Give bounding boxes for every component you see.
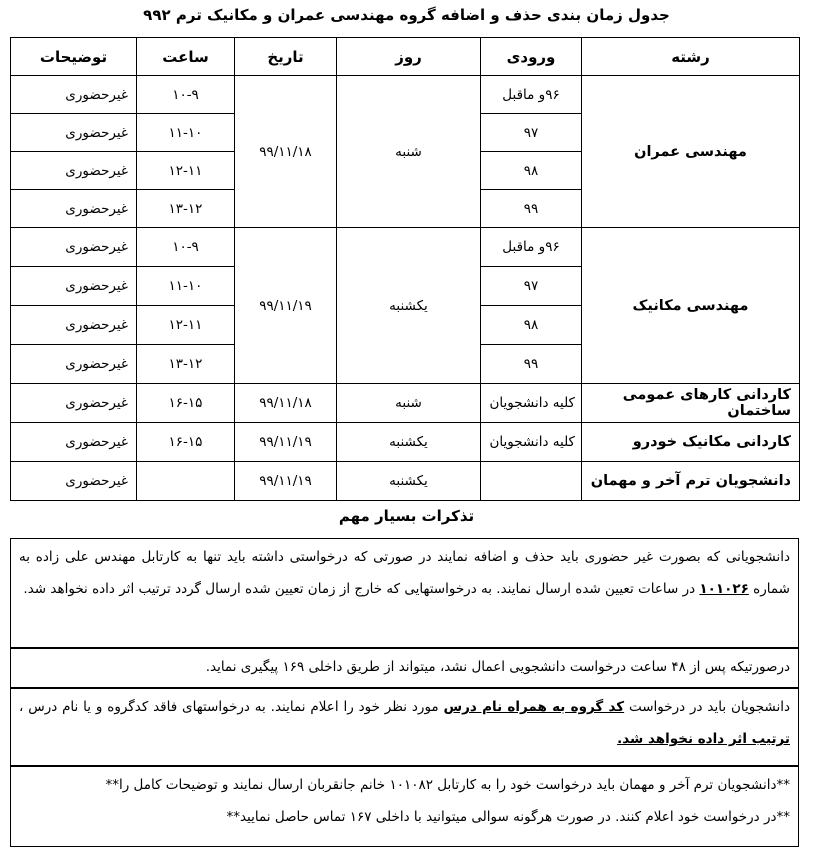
time-cell: ۱۳-۱۲ xyxy=(137,345,235,384)
entry-cell: ۹۹ xyxy=(481,345,582,384)
date-cell: ۹۹/۱۱/۱۸ xyxy=(235,384,337,423)
entry-cell: ۹۸ xyxy=(481,306,582,345)
time-cell: ۱۳-۱۲ xyxy=(137,190,235,228)
table-row xyxy=(11,76,800,114)
major-cell: مهندسی مکانیک xyxy=(582,228,800,384)
cartable-number: ۱۰۱۰۲۶ xyxy=(699,581,749,597)
note-cell: غیرحضوری xyxy=(11,345,137,384)
note-cell: غیرحضوری xyxy=(11,76,137,114)
header-notes: توضیحات xyxy=(11,38,137,76)
time-cell: ۱۰-۹ xyxy=(137,76,235,114)
note-box xyxy=(10,538,799,648)
schedule-table xyxy=(10,37,800,501)
note-line: **دانشجویان ترم آخر و مهمان باید درخواست خود را به کارتابل ۱۰۱۰۸۲ خانم جانقربان ارسال نمایند و توضیحات کامل را** xyxy=(105,777,790,793)
note-box xyxy=(10,648,799,688)
time-cell: ۱۶-۱۵ xyxy=(137,384,235,423)
note-cell: غیرحضوری xyxy=(11,267,137,306)
header-day: روز xyxy=(337,38,481,76)
major-cell: کاردانی مکانیک خودرو xyxy=(582,423,800,462)
note-cell: غیرحضوری xyxy=(11,190,137,228)
table-row xyxy=(11,384,800,423)
date-cell: ۹۹/۱۱/۱۹ xyxy=(235,462,337,501)
time-cell xyxy=(137,462,235,501)
note-box xyxy=(10,766,799,847)
time-cell: ۱۱-۱۰ xyxy=(137,267,235,306)
note-cell: غیرحضوری xyxy=(11,152,137,190)
note-cell: غیرحضوری xyxy=(11,384,137,423)
entry-cell: ۹۷ xyxy=(481,114,582,152)
entry-cell: ۹۸ xyxy=(481,152,582,190)
day-cell: یکشنبه xyxy=(337,462,481,501)
note-cell: غیرحضوری xyxy=(11,462,137,501)
entry-cell xyxy=(481,462,582,501)
table-row xyxy=(11,462,800,501)
note-cell: غیرحضوری xyxy=(11,423,137,462)
table-row xyxy=(11,228,800,267)
table-header-row xyxy=(11,38,800,76)
entry-cell: ۹۶و ماقبل xyxy=(481,76,582,114)
entry-cell: کلیه دانشجویان xyxy=(481,423,582,462)
day-cell: شنبه xyxy=(337,384,481,423)
note-text: دانشجویان باید در درخواست xyxy=(624,699,790,715)
day-cell: یکشنبه xyxy=(337,423,481,462)
entry-cell: ۹۷ xyxy=(481,267,582,306)
note-text: درصورتیکه پس از ۴۸ ساعت درخواست دانشجویی اعمال نشد، میتواند از طریق داخلی ۱۶۹ پیگیری نماید. xyxy=(205,659,790,675)
date-cell: ۹۹/۱۱/۱۹ xyxy=(235,228,337,384)
day-cell: یکشنبه xyxy=(337,228,481,384)
header-date: تاریخ xyxy=(235,38,337,76)
note-cell: غیرحضوری xyxy=(11,114,137,152)
entry-cell: کلیه دانشجویان xyxy=(481,384,582,423)
major-cell: دانشجویان ترم آخر و مهمان xyxy=(582,462,800,501)
time-cell: ۱۲-۱۱ xyxy=(137,152,235,190)
document-title: جدول زمان بندی حذف و اضافه گروه مهندسی عمران و مکانیک ترم ۹۹۲ xyxy=(143,6,670,24)
major-cell: کاردانی کارهای عمومی ساختمان xyxy=(582,384,800,423)
note-box xyxy=(10,688,799,766)
emphasis-text: ترتیب اثر داده نخواهد شد. xyxy=(617,731,790,747)
header-time: ساعت xyxy=(137,38,235,76)
header-entry: ورودی xyxy=(481,38,582,76)
header-major: رشته xyxy=(582,38,800,76)
time-cell: ۱۲-۱۱ xyxy=(137,306,235,345)
day-cell: شنبه xyxy=(337,76,481,228)
note-line: **در درخواست خود اعلام کنند. در صورت هرگونه سوالی میتوانید با داخلی ۱۶۷ تماس حاصل نمایید** xyxy=(226,809,790,825)
time-cell: ۱۱-۱۰ xyxy=(137,114,235,152)
major-cell: مهندسی عمران xyxy=(582,76,800,228)
entry-cell: ۹۶و ماقبل xyxy=(481,228,582,267)
time-cell: ۱۰-۹ xyxy=(137,228,235,267)
note-text: دانشجویانی که بصورت غیر حضوری باید حذف و اضافه نمایند در صورتی که درخواستی داشته باید تنها به کارتابل مهندس علی زاده به شماره xyxy=(19,549,790,597)
time-cell: ۱۶-۱۵ xyxy=(137,423,235,462)
entry-cell: ۹۹ xyxy=(481,190,582,228)
date-cell: ۹۹/۱۱/۱۹ xyxy=(235,423,337,462)
note-cell: غیرحضوری xyxy=(11,306,137,345)
notes-title: تذکرات بسیار مهم xyxy=(338,507,475,525)
table-row xyxy=(11,423,800,462)
emphasis-text: کد گروه به همراه نام درس xyxy=(443,699,625,715)
note-cell: غیرحضوری xyxy=(11,228,137,267)
note-text: در ساعات تعیین شده ارسال نمایند. به درخواستهایی که خارج از زمان تعیین شده ارسال گردد ترتیب اثر داده نخواهد شد. xyxy=(23,581,700,597)
date-cell: ۹۹/۱۱/۱۸ xyxy=(235,76,337,228)
note-text: مورد نظر خود را اعلام نمایند. به درخواستهای فاقد کدگروه و یا نام درس ، xyxy=(19,699,444,715)
